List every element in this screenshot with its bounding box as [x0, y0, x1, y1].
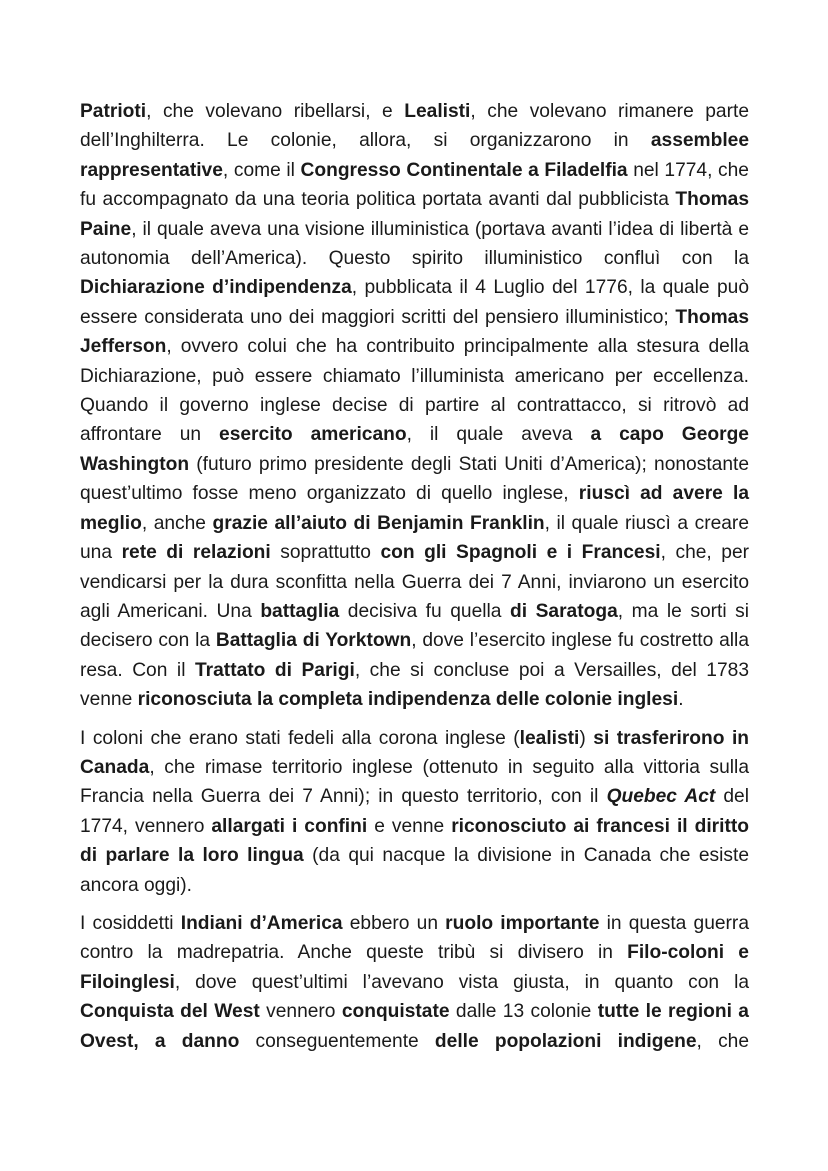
bold-text: delle popolazioni indigene	[434, 1030, 697, 1052]
body-text: , che rimase territorio inglese (ottenuto in seguito alla vittoria sulla Francia nella Guerra dei 7 Anni); in questo territorio, con il	[80, 756, 749, 808]
body-text: , dove l’esercito inglese fu costretto alla resa. Con il	[80, 630, 749, 681]
bold-text: Lealisti	[404, 101, 471, 122]
body-text: decisiva fu quella	[339, 600, 511, 622]
body-text: I cosiddetti	[80, 912, 181, 934]
bold-text: con gli Spagnoli e i Francesi	[380, 542, 661, 564]
bold-text: Patrioti	[80, 101, 147, 122]
bold-text: battaglia	[260, 600, 340, 622]
body-text: ebbero un	[342, 912, 446, 934]
bold-text: rete di relazioni	[121, 542, 271, 564]
bold-text: riconosciuta la completa indipendenza delle colonie inglesi	[137, 689, 679, 711]
body-text: e venne	[367, 815, 452, 837]
bold-text: riuscì ad avere la meglio	[80, 483, 749, 534]
bold-text: Filo-coloni e Filoinglesi	[80, 942, 749, 993]
body-text: nel 1774, che fu accompagnato da una teoria politica portata avanti dal pubblicista	[80, 159, 749, 211]
body-text: , che	[696, 1030, 749, 1052]
body-text: soprattutto	[270, 542, 381, 564]
bold-text: tutte le regioni a Ovest, a danno	[80, 1001, 749, 1052]
bold-text: assemblee rappresentative	[80, 130, 749, 181]
body-text: , il quale aveva	[406, 424, 591, 446]
bold-text: Dichiarazione d’indipendenza	[80, 277, 352, 299]
body-text: , pubblicata il 4 Luglio del 1776, la quale può essere considerata uno dei maggiori scritti del pensiero illuministico;	[80, 277, 749, 328]
body-text: (futuro primo presidente degli Stati Uniti d’America); nonostante quest’ultimo fosse meno organizzato di quello inglese,	[80, 453, 749, 505]
body-text: , il quale riuscì a creare una	[80, 512, 749, 564]
bold-text: riconosciuto ai francesi il diritto di parlare la loro lingua	[80, 815, 749, 867]
bold-italic-text	[607, 786, 716, 807]
body-text: in questa guerra contro la madrepatria. Anche queste tribù si divisero in	[80, 912, 749, 964]
bold-text: Congresso Continentale a Filadelfia	[300, 159, 628, 181]
bold-text: Trattato di Parigi	[195, 659, 355, 681]
body-text: del 1774, vennero	[80, 786, 749, 837]
body-text: , ovvero colui che ha contribuito principalmente alla stesura della Dichiarazione, può essere chiamato l’illuminista americano per eccellenza. Quando il governo inglese decise di partire al contrattacco, si ritrovò ad affrontare un	[80, 336, 749, 446]
bold-text: Thomas Jefferson	[80, 306, 749, 358]
body-text: , dove quest’ultimi l’avevano vista giusta, in quanto con la	[174, 971, 749, 993]
body-text: (da qui nacque la divisione in Canada che esiste ancora oggi).	[80, 845, 749, 896]
body-text: , ma le sorti si decisero con la	[80, 600, 750, 652]
bold-text: Thomas Paine	[80, 189, 749, 240]
bold-text: ruolo importante	[445, 912, 600, 934]
bold-text: allargati i confini	[211, 815, 368, 837]
paragraph-native-americans	[80, 909, 749, 1056]
body-text: I coloni che erano stati fedeli alla corona inglese (	[80, 727, 520, 749]
emphasis-text: Quebec Act	[606, 786, 716, 808]
bold-text: Battaglia di Yorktown	[215, 630, 412, 652]
document-body	[80, 97, 749, 1065]
paragraph-loyalists-canada	[80, 724, 749, 900]
body-text: conseguentemente	[239, 1030, 435, 1052]
bold-text: Conquista del West	[80, 1001, 260, 1023]
body-text: , il quale aveva una visione illuministica (portava avanti l’idea di libertà e autonomia dell’America). Questo spirito illuministico confluì con la	[80, 218, 749, 270]
bold-text: esercito americano	[219, 424, 407, 446]
body-text: dalle 13 colonie	[449, 1001, 598, 1023]
bold-text: grazie all’aiuto di Benjamin Franklin	[212, 512, 545, 534]
bold-text: lealisti	[519, 727, 580, 749]
paragraph-american-revolution	[80, 97, 749, 715]
body-text: , che volevano ribellarsi, e	[146, 101, 405, 122]
body-text: )	[579, 727, 594, 749]
bold-text: Indiani d’America	[180, 912, 343, 934]
bold-text: conquistate	[341, 1001, 450, 1023]
body-text: , anche	[141, 512, 213, 534]
bold-text: si trasferirono in Canada	[80, 727, 749, 778]
body-text: , che si concluse poi a Versailles, del 1783 venne	[80, 659, 749, 711]
bold-text: a capo George Washington	[80, 424, 749, 475]
bold-text: di Saratoga	[510, 600, 618, 622]
body-text: vennero	[259, 1001, 342, 1023]
body-text: , che, per vendicarsi per la dura sconfitta nella Guerra dei 7 Anni, inviarono un esercito agli Americani. Una	[80, 542, 750, 622]
body-text: , come il	[222, 159, 301, 181]
body-text: .	[678, 689, 684, 711]
body-text: , che volevano rimanere parte dell’Inghilterra. Le colonie, allora, si organizzarono in	[80, 101, 749, 152]
